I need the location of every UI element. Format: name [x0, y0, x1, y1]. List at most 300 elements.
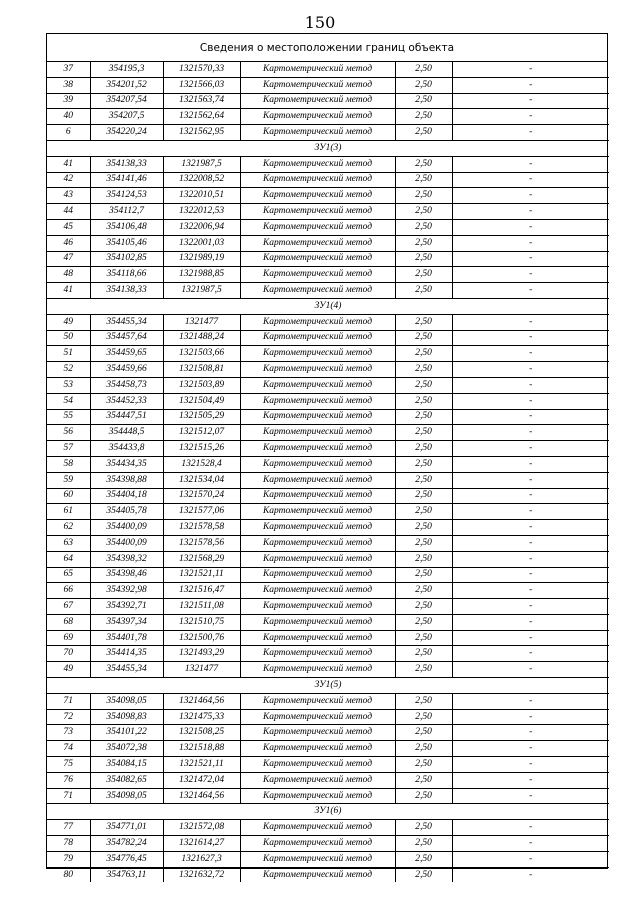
method-cell: Картометрический метод — [240, 235, 395, 251]
point-number-cell: 63 — [47, 535, 90, 551]
page-number: 150 — [304, 13, 336, 32]
method-cell: Картометрический метод — [240, 757, 395, 773]
boundary-table-sheet — [46, 33, 608, 880]
accuracy-cell: 2,50 — [395, 630, 452, 646]
method-cell: Картометрический метод — [240, 125, 395, 141]
table-row — [47, 377, 609, 393]
accuracy-cell: 2,50 — [395, 867, 452, 882]
y-coordinate-cell: 1321508,81 — [163, 362, 240, 378]
point-number-cell: 41 — [47, 156, 90, 172]
y-coordinate-cell: 1321987,5 — [163, 156, 240, 172]
x-coordinate-cell: 354398,88 — [90, 472, 163, 488]
mark-cell: - — [452, 125, 609, 141]
method-cell: Картометрический метод — [240, 267, 395, 283]
table-row — [47, 551, 609, 567]
table-row — [47, 267, 609, 283]
method-cell: Картометрический метод — [240, 472, 395, 488]
y-coordinate-cell: 1321562,95 — [163, 125, 240, 141]
method-cell: Картометрический метод — [240, 362, 395, 378]
y-coordinate-cell: 1321572,08 — [163, 820, 240, 836]
table-row — [47, 362, 609, 378]
x-coordinate-cell: 354124,53 — [90, 188, 163, 204]
y-coordinate-cell: 1321508,25 — [163, 725, 240, 741]
table-row — [47, 346, 609, 362]
table-row — [47, 283, 609, 299]
method-cell: Картометрический метод — [240, 346, 395, 362]
table-row — [47, 472, 609, 488]
method-cell: Картометрический метод — [240, 772, 395, 788]
table-row — [47, 172, 609, 188]
point-number-cell: 75 — [47, 757, 90, 773]
y-coordinate-cell: 1321563,74 — [163, 93, 240, 109]
point-number-cell: 57 — [47, 441, 90, 457]
point-number-cell: 70 — [47, 646, 90, 662]
accuracy-cell: 2,50 — [395, 62, 452, 77]
method-cell: Картометрический метод — [240, 725, 395, 741]
y-coordinate-cell: 1321534,04 — [163, 472, 240, 488]
method-cell: Картометрический метод — [240, 109, 395, 125]
y-coordinate-cell: 1321528,4 — [163, 456, 240, 472]
mark-cell: - — [452, 456, 609, 472]
method-cell: Картометрический метод — [240, 425, 395, 441]
accuracy-cell: 2,50 — [395, 583, 452, 599]
table-row — [47, 393, 609, 409]
section-row — [47, 804, 609, 820]
table-row — [47, 788, 609, 804]
x-coordinate-cell: 354141,46 — [90, 172, 163, 188]
accuracy-cell: 2,50 — [395, 456, 452, 472]
mark-cell: - — [452, 504, 609, 520]
accuracy-cell: 2,50 — [395, 820, 452, 836]
accuracy-cell: 2,50 — [395, 709, 452, 725]
method-cell: Картометрический метод — [240, 330, 395, 346]
y-coordinate-cell: 1322006,94 — [163, 219, 240, 235]
accuracy-cell: 2,50 — [395, 836, 452, 852]
mark-cell: - — [452, 283, 609, 299]
mark-cell: - — [452, 583, 609, 599]
x-coordinate-cell: 354414,35 — [90, 646, 163, 662]
y-coordinate-cell: 1321614,27 — [163, 836, 240, 852]
table-row — [47, 251, 609, 267]
y-coordinate-cell: 1321577,06 — [163, 504, 240, 520]
y-coordinate-cell: 1321510,75 — [163, 614, 240, 630]
mark-cell: - — [452, 409, 609, 425]
accuracy-cell: 2,50 — [395, 441, 452, 457]
method-cell: Картометрический метод — [240, 188, 395, 204]
section-row — [47, 140, 609, 156]
y-coordinate-cell: 1321493,29 — [163, 646, 240, 662]
boundary-coordinates-table — [47, 62, 609, 882]
y-coordinate-cell: 1321504,49 — [163, 393, 240, 409]
y-coordinate-cell: 1321570,33 — [163, 62, 240, 77]
accuracy-cell: 2,50 — [395, 362, 452, 378]
point-number-cell: 67 — [47, 599, 90, 615]
method-cell: Картометрический метод — [240, 456, 395, 472]
accuracy-cell: 2,50 — [395, 567, 452, 583]
x-coordinate-cell: 354447,51 — [90, 409, 163, 425]
y-coordinate-cell: 1322010,51 — [163, 188, 240, 204]
x-coordinate-cell: 354455,34 — [90, 314, 163, 330]
table-row — [47, 836, 609, 852]
mark-cell: - — [452, 535, 609, 551]
mark-cell: - — [452, 362, 609, 378]
method-cell: Картометрический метод — [240, 314, 395, 330]
point-number-cell: 72 — [47, 709, 90, 725]
accuracy-cell: 2,50 — [395, 662, 452, 678]
y-coordinate-cell: 1321472,04 — [163, 772, 240, 788]
method-cell: Картометрический метод — [240, 662, 395, 678]
method-cell: Картометрический метод — [240, 693, 395, 709]
table-row — [47, 188, 609, 204]
accuracy-cell: 2,50 — [395, 109, 452, 125]
y-coordinate-cell: 1322012,53 — [163, 204, 240, 220]
mark-cell: - — [452, 251, 609, 267]
mark-cell: - — [452, 646, 609, 662]
point-number-cell: 61 — [47, 504, 90, 520]
accuracy-cell: 2,50 — [395, 851, 452, 867]
y-coordinate-cell: 1321503,89 — [163, 377, 240, 393]
method-cell: Картометрический метод — [240, 156, 395, 172]
method-cell: Картометрический метод — [240, 377, 395, 393]
x-coordinate-cell: 354782,24 — [90, 836, 163, 852]
table-row — [47, 520, 609, 536]
table-row — [47, 62, 609, 77]
point-number-cell: 64 — [47, 551, 90, 567]
mark-cell: - — [452, 346, 609, 362]
accuracy-cell: 2,50 — [395, 772, 452, 788]
point-number-cell: 46 — [47, 235, 90, 251]
accuracy-cell: 2,50 — [395, 409, 452, 425]
method-cell: Картометрический метод — [240, 409, 395, 425]
x-coordinate-cell: 354207,54 — [90, 93, 163, 109]
table-row — [47, 693, 609, 709]
y-coordinate-cell: 1322001,03 — [163, 235, 240, 251]
mark-cell: - — [452, 314, 609, 330]
x-coordinate-cell: 354405,78 — [90, 504, 163, 520]
method-cell: Картометрический метод — [240, 488, 395, 504]
accuracy-cell: 2,50 — [395, 520, 452, 536]
accuracy-cell: 2,50 — [395, 599, 452, 615]
point-number-cell: 52 — [47, 362, 90, 378]
x-coordinate-cell: 354220,24 — [90, 125, 163, 141]
table-row — [47, 219, 609, 235]
method-cell: Картометрический метод — [240, 219, 395, 235]
x-coordinate-cell: 354392,98 — [90, 583, 163, 599]
table-row — [47, 535, 609, 551]
point-number-cell: 44 — [47, 204, 90, 220]
table-row — [47, 757, 609, 773]
accuracy-cell: 2,50 — [395, 693, 452, 709]
point-number-cell: 55 — [47, 409, 90, 425]
point-number-cell: 73 — [47, 725, 90, 741]
mark-cell: - — [452, 614, 609, 630]
method-cell: Картометрический метод — [240, 599, 395, 615]
method-cell: Картометрический метод — [240, 551, 395, 567]
y-coordinate-cell: 1321578,56 — [163, 535, 240, 551]
point-number-cell: 66 — [47, 583, 90, 599]
y-coordinate-cell: 1321578,58 — [163, 520, 240, 536]
mark-cell: - — [452, 851, 609, 867]
x-coordinate-cell: 354102,85 — [90, 251, 163, 267]
accuracy-cell: 2,50 — [395, 125, 452, 141]
point-number-cell: 6 — [47, 125, 90, 141]
mark-cell: - — [452, 156, 609, 172]
point-number-cell: 80 — [47, 867, 90, 882]
x-coordinate-cell: 354459,65 — [90, 346, 163, 362]
table-row — [47, 867, 609, 882]
x-coordinate-cell: 354400,09 — [90, 535, 163, 551]
mark-cell: - — [452, 662, 609, 678]
point-number-cell: 45 — [47, 219, 90, 235]
x-coordinate-cell: 354105,46 — [90, 235, 163, 251]
point-number-cell: 71 — [47, 788, 90, 804]
accuracy-cell: 2,50 — [395, 93, 452, 109]
point-number-cell: 50 — [47, 330, 90, 346]
method-cell: Картометрический метод — [240, 851, 395, 867]
method-cell: Картометрический метод — [240, 77, 395, 93]
y-coordinate-cell: 1321464,56 — [163, 693, 240, 709]
x-coordinate-cell: 354098,05 — [90, 693, 163, 709]
method-cell: Картометрический метод — [240, 709, 395, 725]
point-number-cell: 48 — [47, 267, 90, 283]
accuracy-cell: 2,50 — [395, 251, 452, 267]
table-row — [47, 567, 609, 583]
mark-cell: - — [452, 741, 609, 757]
mark-cell: - — [452, 267, 609, 283]
point-number-cell: 69 — [47, 630, 90, 646]
y-coordinate-cell: 1321477 — [163, 662, 240, 678]
x-coordinate-cell: 354106,48 — [90, 219, 163, 235]
x-coordinate-cell: 354397,34 — [90, 614, 163, 630]
mark-cell: - — [452, 488, 609, 504]
point-number-cell: 54 — [47, 393, 90, 409]
table-row — [47, 741, 609, 757]
method-cell: Картометрический метод — [240, 283, 395, 299]
method-cell: Картометрический метод — [240, 172, 395, 188]
accuracy-cell: 2,50 — [395, 757, 452, 773]
mark-cell: - — [452, 377, 609, 393]
mark-cell: - — [452, 757, 609, 773]
mark-cell: - — [452, 693, 609, 709]
mark-cell: - — [452, 109, 609, 125]
y-coordinate-cell: 1321505,29 — [163, 409, 240, 425]
x-coordinate-cell: 354457,64 — [90, 330, 163, 346]
x-coordinate-cell: 354098,05 — [90, 788, 163, 804]
point-number-cell: 43 — [47, 188, 90, 204]
accuracy-cell: 2,50 — [395, 425, 452, 441]
accuracy-cell: 2,50 — [395, 614, 452, 630]
mark-cell: - — [452, 520, 609, 536]
point-number-cell: 40 — [47, 109, 90, 125]
method-cell: Картометрический метод — [240, 535, 395, 551]
y-coordinate-cell: 1321516,47 — [163, 583, 240, 599]
y-coordinate-cell: 1321503,66 — [163, 346, 240, 362]
method-cell: Картометрический метод — [240, 614, 395, 630]
mark-cell: - — [452, 330, 609, 346]
y-coordinate-cell: 1321477 — [163, 314, 240, 330]
table-row — [47, 125, 609, 141]
accuracy-cell: 2,50 — [395, 219, 452, 235]
mark-cell: - — [452, 867, 609, 882]
x-coordinate-cell: 354448,5 — [90, 425, 163, 441]
point-number-cell: 49 — [47, 314, 90, 330]
x-coordinate-cell: 354404,18 — [90, 488, 163, 504]
x-coordinate-cell: 354138,33 — [90, 156, 163, 172]
mark-cell: - — [452, 219, 609, 235]
point-number-cell: 39 — [47, 93, 90, 109]
x-coordinate-cell: 354098,83 — [90, 709, 163, 725]
x-coordinate-cell: 354455,34 — [90, 662, 163, 678]
table-row — [47, 109, 609, 125]
accuracy-cell: 2,50 — [395, 346, 452, 362]
point-number-cell: 58 — [47, 456, 90, 472]
x-coordinate-cell: 354207,5 — [90, 109, 163, 125]
table-row — [47, 709, 609, 725]
method-cell: Картометрический метод — [240, 788, 395, 804]
x-coordinate-cell: 354112,7 — [90, 204, 163, 220]
point-number-cell: 79 — [47, 851, 90, 867]
point-number-cell: 78 — [47, 836, 90, 852]
x-coordinate-cell: 354433,8 — [90, 441, 163, 457]
mark-cell: - — [452, 204, 609, 220]
point-number-cell: 41 — [47, 283, 90, 299]
x-coordinate-cell: 354452,33 — [90, 393, 163, 409]
accuracy-cell: 2,50 — [395, 172, 452, 188]
y-coordinate-cell: 1321511,08 — [163, 599, 240, 615]
y-coordinate-cell: 1322008,52 — [163, 172, 240, 188]
table-row — [47, 646, 609, 662]
point-number-cell: 60 — [47, 488, 90, 504]
x-coordinate-cell: 354101,22 — [90, 725, 163, 741]
table-row — [47, 504, 609, 520]
method-cell: Картометрический метод — [240, 820, 395, 836]
table-row — [47, 488, 609, 504]
point-number-cell: 71 — [47, 693, 90, 709]
method-cell: Картометрический метод — [240, 393, 395, 409]
table-row — [47, 725, 609, 741]
mark-cell: - — [452, 788, 609, 804]
method-cell: Картометрический метод — [240, 646, 395, 662]
x-coordinate-cell: 354763,11 — [90, 867, 163, 882]
mark-cell: - — [452, 772, 609, 788]
method-cell: Картометрический метод — [240, 251, 395, 267]
point-number-cell: 59 — [47, 472, 90, 488]
point-number-cell: 51 — [47, 346, 90, 362]
accuracy-cell: 2,50 — [395, 472, 452, 488]
table-row — [47, 820, 609, 836]
x-coordinate-cell: 354401,78 — [90, 630, 163, 646]
x-coordinate-cell: 354398,32 — [90, 551, 163, 567]
accuracy-cell: 2,50 — [395, 741, 452, 757]
point-number-cell: 76 — [47, 772, 90, 788]
y-coordinate-cell: 1321627,3 — [163, 851, 240, 867]
mark-cell: - — [452, 93, 609, 109]
mark-cell: - — [452, 235, 609, 251]
table-body — [47, 62, 609, 882]
table-row — [47, 425, 609, 441]
method-cell: Картометрический метод — [240, 567, 395, 583]
x-coordinate-cell: 354084,15 — [90, 757, 163, 773]
y-coordinate-cell: 1321500,76 — [163, 630, 240, 646]
y-coordinate-cell: 1321488,24 — [163, 330, 240, 346]
section-label: ЗУ1(6) — [47, 804, 609, 820]
point-number-cell: 49 — [47, 662, 90, 678]
section-row — [47, 298, 609, 314]
table-title: Сведения о местоположении границ объекта — [47, 34, 607, 62]
accuracy-cell: 2,50 — [395, 551, 452, 567]
x-coordinate-cell: 354072,38 — [90, 741, 163, 757]
mark-cell: - — [452, 441, 609, 457]
y-coordinate-cell: 1321521,11 — [163, 567, 240, 583]
table-row — [47, 204, 609, 220]
accuracy-cell: 2,50 — [395, 77, 452, 93]
mark-cell: - — [452, 820, 609, 836]
method-cell: Картометрический метод — [240, 204, 395, 220]
x-coordinate-cell: 354459,66 — [90, 362, 163, 378]
mark-cell: - — [452, 472, 609, 488]
table-row — [47, 77, 609, 93]
y-coordinate-cell: 1321989,19 — [163, 251, 240, 267]
point-number-cell: 37 — [47, 62, 90, 77]
y-coordinate-cell: 1321521,11 — [163, 757, 240, 773]
point-number-cell: 74 — [47, 741, 90, 757]
accuracy-cell: 2,50 — [395, 393, 452, 409]
mark-cell: - — [452, 188, 609, 204]
method-cell: Картометрический метод — [240, 62, 395, 77]
table-row — [47, 583, 609, 599]
accuracy-cell: 2,50 — [395, 156, 452, 172]
x-coordinate-cell: 354776,45 — [90, 851, 163, 867]
accuracy-cell: 2,50 — [395, 314, 452, 330]
x-coordinate-cell: 354771,01 — [90, 820, 163, 836]
mark-cell: - — [452, 62, 609, 77]
table-row — [47, 409, 609, 425]
method-cell: Картометрический метод — [240, 583, 395, 599]
y-coordinate-cell: 1321518,88 — [163, 741, 240, 757]
table-row — [47, 662, 609, 678]
accuracy-cell: 2,50 — [395, 330, 452, 346]
table-row — [47, 599, 609, 615]
y-coordinate-cell: 1321988,85 — [163, 267, 240, 283]
y-coordinate-cell: 1321987,5 — [163, 283, 240, 299]
section-label: ЗУ1(5) — [47, 678, 609, 694]
y-coordinate-cell: 1321512,07 — [163, 425, 240, 441]
x-coordinate-cell: 354434,35 — [90, 456, 163, 472]
y-coordinate-cell: 1321566,03 — [163, 77, 240, 93]
mark-cell: - — [452, 709, 609, 725]
accuracy-cell: 2,50 — [395, 235, 452, 251]
method-cell: Картометрический метод — [240, 741, 395, 757]
method-cell: Картометрический метод — [240, 867, 395, 882]
method-cell: Картометрический метод — [240, 630, 395, 646]
table-row — [47, 330, 609, 346]
method-cell: Картометрический метод — [240, 836, 395, 852]
accuracy-cell: 2,50 — [395, 204, 452, 220]
method-cell: Картометрический метод — [240, 441, 395, 457]
table-row — [47, 93, 609, 109]
accuracy-cell: 2,50 — [395, 488, 452, 504]
table-row — [47, 456, 609, 472]
accuracy-cell: 2,50 — [395, 535, 452, 551]
x-coordinate-cell: 354118,66 — [90, 267, 163, 283]
section-row — [47, 678, 609, 694]
accuracy-cell: 2,50 — [395, 725, 452, 741]
mark-cell: - — [452, 551, 609, 567]
table-row — [47, 772, 609, 788]
x-coordinate-cell: 354082,65 — [90, 772, 163, 788]
mark-cell: - — [452, 393, 609, 409]
y-coordinate-cell: 1321562,64 — [163, 109, 240, 125]
